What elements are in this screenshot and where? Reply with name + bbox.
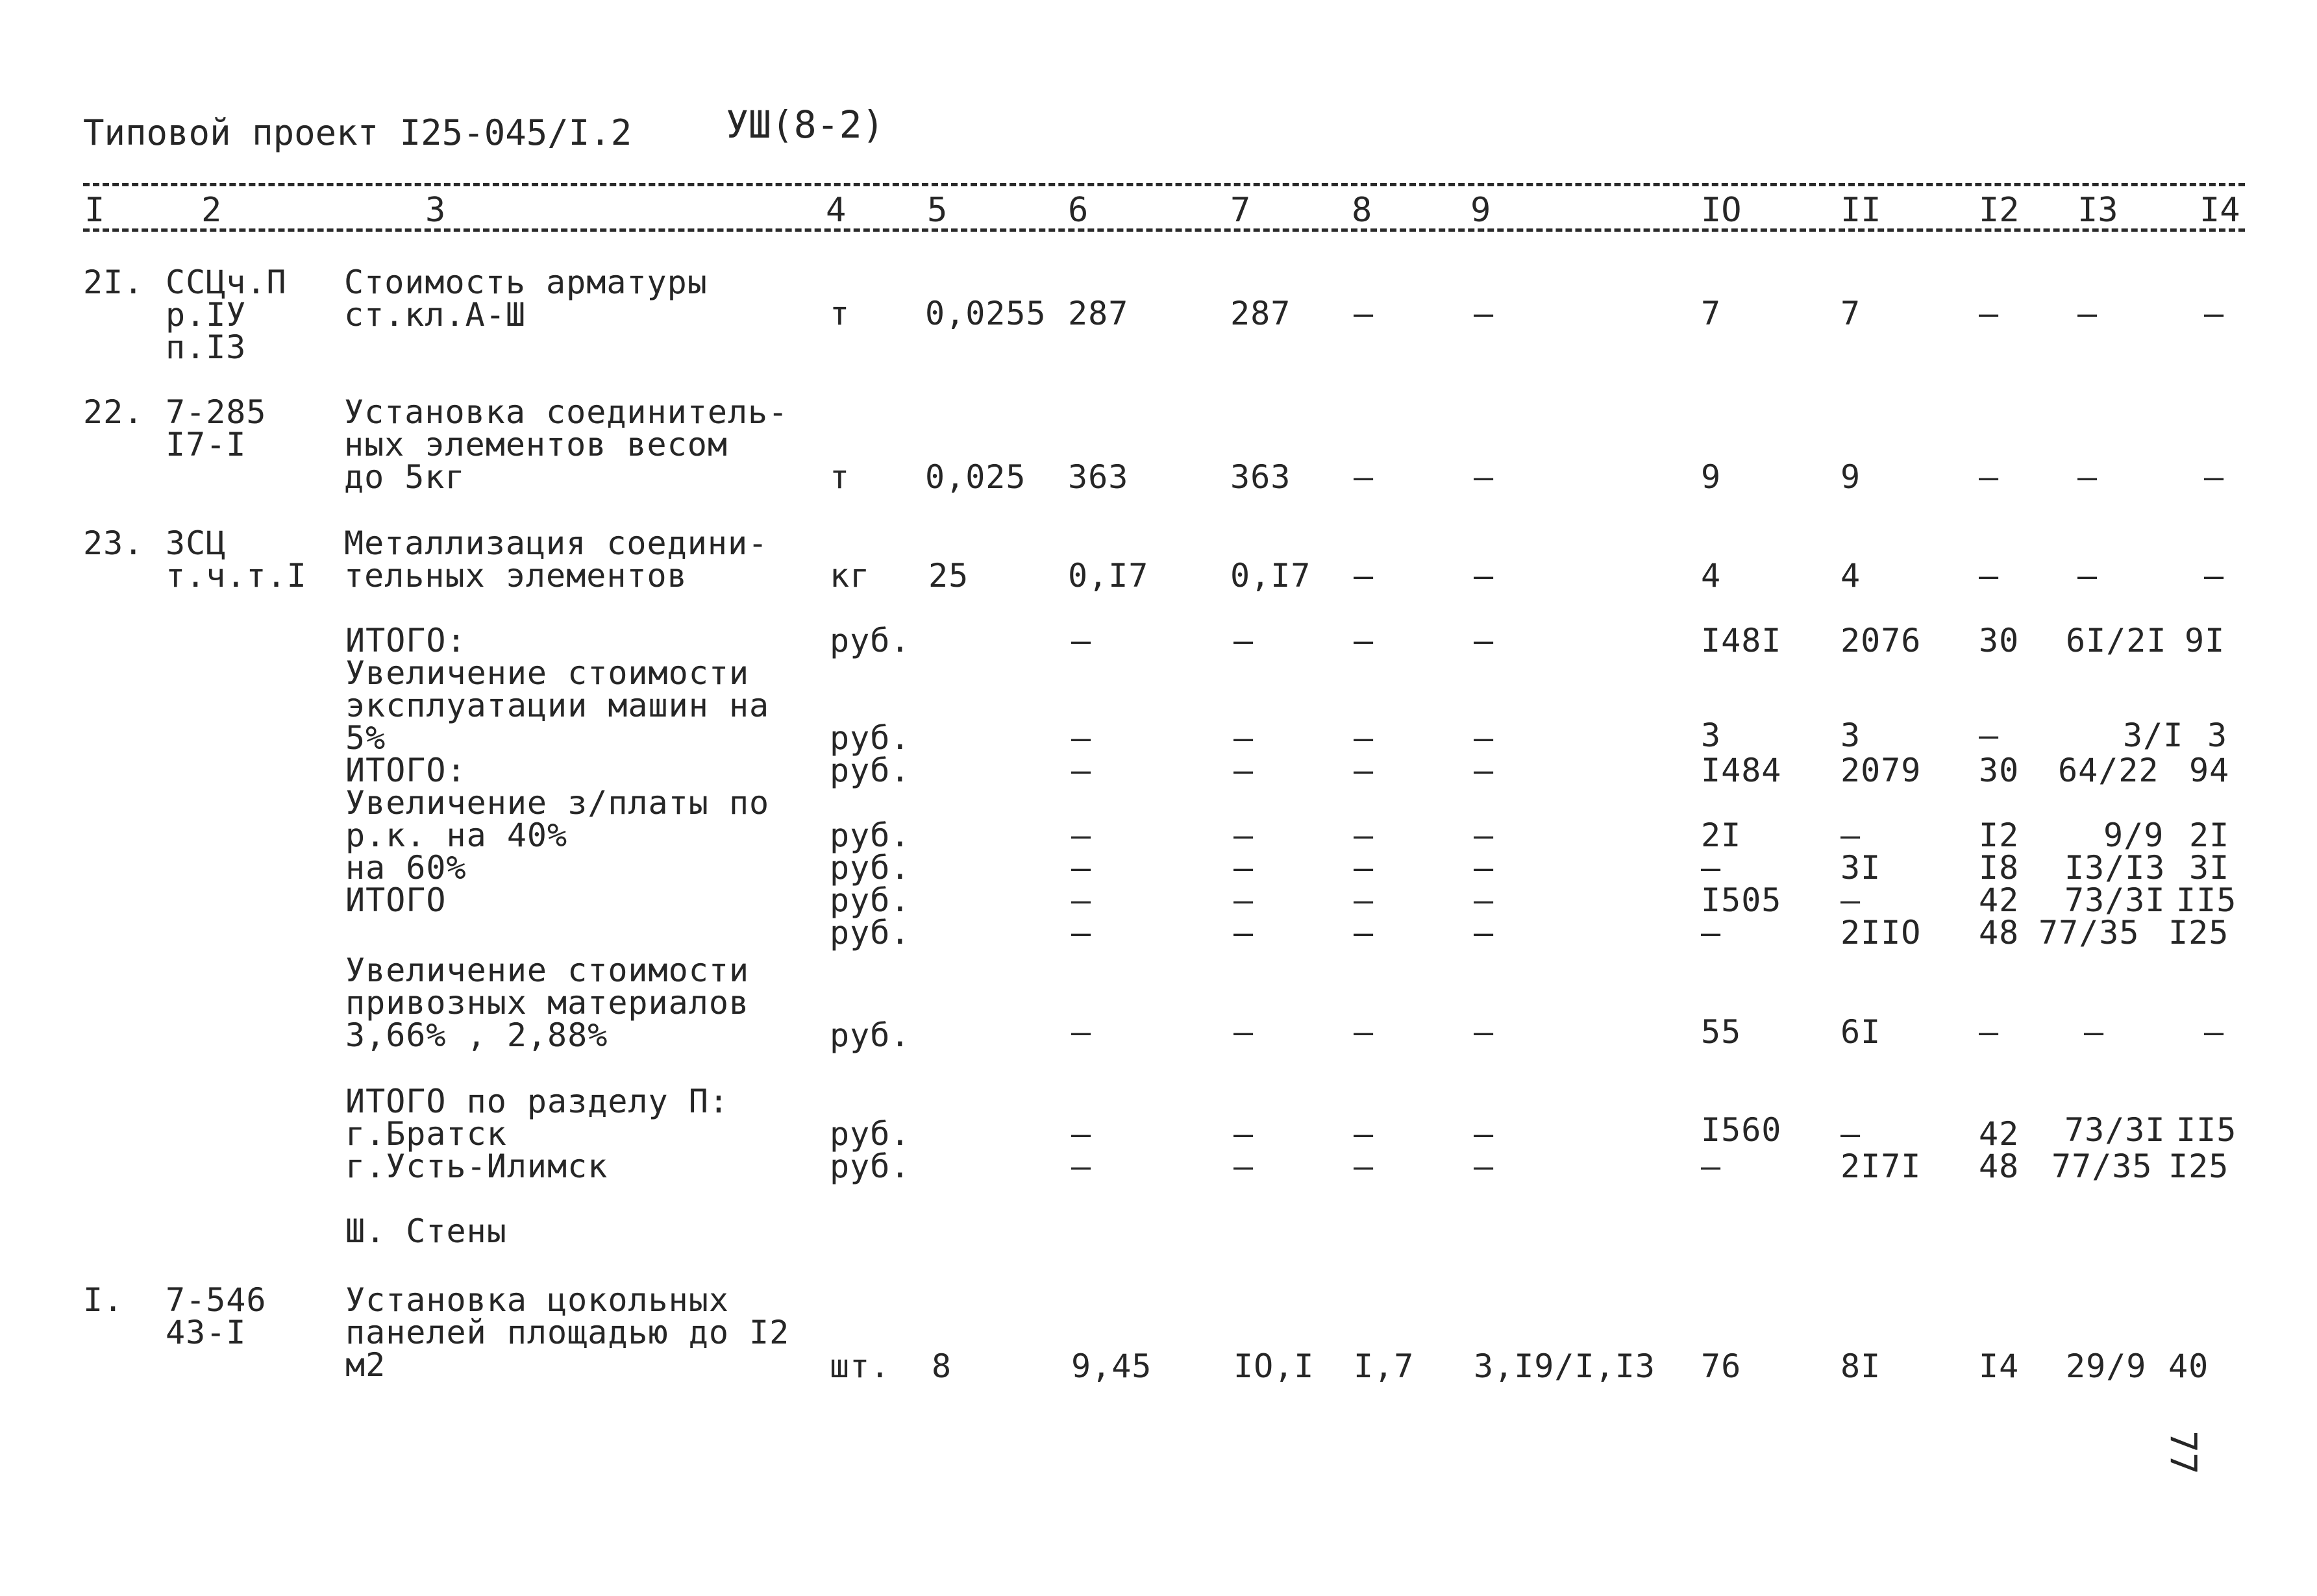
col-number-7: 7	[1230, 191, 1251, 230]
itogo2-c13: 64/22	[2058, 752, 2159, 789]
itogo3b-unit: руб.	[830, 914, 911, 951]
s3-row-1-c8: I,7	[1354, 1347, 1415, 1385]
s3-row-1-c6: 9,45	[1071, 1347, 1152, 1385]
row-23-c8: –	[1354, 557, 1374, 595]
itogo3b-c14: I25	[2168, 914, 2229, 951]
row-21-c13: –	[2077, 295, 2098, 332]
itogo3-label: ИТОГО	[345, 881, 447, 919]
salary40-c8: –	[1354, 816, 1374, 854]
ust-c11: 2I7I	[1840, 1148, 1922, 1185]
row-23-c12: –	[1979, 557, 2000, 595]
row-21-c8: –	[1354, 295, 1374, 332]
document-title: Типовой проект I25-045/I.2	[83, 112, 632, 153]
itogo1-c7: –	[1233, 622, 1254, 659]
salary60-c13: I3/I3	[2064, 849, 2166, 887]
page-number: 77	[2161, 1430, 2204, 1475]
salary60-c14: 3I	[2189, 849, 2230, 887]
materials-c7: –	[1233, 1013, 1254, 1051]
bratsk-unit: руб.	[830, 1115, 911, 1153]
col-number-14: I4	[2199, 191, 2240, 230]
itogo3-c12: 42	[1979, 881, 2020, 919]
itogo3b-c10: –	[1701, 914, 1722, 951]
itogo3b-c12: 48	[1979, 914, 2020, 951]
itogo3b-c6: –	[1071, 914, 1092, 951]
itogo3b-c11: 2IIO	[1840, 914, 1922, 951]
col-number-2: 2	[201, 191, 222, 230]
row-22-c13: –	[2077, 458, 2098, 496]
ust-c7: –	[1233, 1148, 1254, 1185]
itogo2-c6: –	[1071, 752, 1092, 789]
materials-c14: –	[2204, 1013, 2225, 1051]
row-23-num: 23.	[83, 524, 144, 562]
itogo3-c7: –	[1233, 881, 1254, 919]
bratsk-c10: I560	[1701, 1111, 1782, 1149]
salary60-c7: –	[1233, 849, 1254, 887]
itogo3b-c8: –	[1354, 914, 1374, 951]
itogo1-c10: I48I	[1701, 622, 1782, 659]
itogo1-c9: –	[1474, 622, 1494, 659]
s3-row-1-c13: 29/9	[2066, 1347, 2147, 1385]
itogo3b-c13: 77/35	[2038, 914, 2140, 951]
salary40-c9: –	[1474, 816, 1494, 854]
col-number-13: I3	[2077, 191, 2118, 230]
bratsk-label: г.Братск	[345, 1115, 507, 1153]
row-23-c14: –	[2204, 557, 2225, 595]
row-21-unit: т	[830, 295, 850, 332]
salary60-unit: руб.	[830, 849, 911, 887]
machines-c7: –	[1233, 719, 1254, 757]
row-23-unit: кг	[830, 557, 871, 595]
itogo3-c11: –	[1840, 881, 1861, 919]
itogo2-c9: –	[1474, 752, 1494, 789]
s3-row-1-c14: 40	[2168, 1347, 2209, 1385]
machines-c9: –	[1474, 719, 1494, 757]
salary60-c8: –	[1354, 849, 1374, 887]
itogo2-c12: 30	[1979, 752, 2020, 789]
row-23-c6: 0,I7	[1068, 557, 1149, 595]
col-number-6: 6	[1068, 191, 1089, 230]
machines-label: Увеличение стоимости эксплуатации машин на 5%	[345, 654, 770, 757]
row-22-unit: т	[830, 458, 850, 496]
row-21-c5: 0,0255	[925, 295, 1047, 332]
itogo1-unit: руб.	[830, 622, 911, 659]
row-22-c12: –	[1979, 458, 2000, 496]
header-rule-top	[83, 183, 2245, 186]
itogo1-c8: –	[1354, 622, 1374, 659]
row-22-c10: 9	[1701, 458, 1722, 496]
salary40-c6: –	[1071, 816, 1092, 854]
row-22-c7: 363	[1230, 458, 1291, 496]
row-23-code: ЗСЦ т.ч.т.I	[166, 524, 307, 595]
col-number-1: I	[84, 191, 105, 230]
row-23-c13: –	[2077, 557, 2098, 595]
materials-c11: 6I	[1840, 1013, 1881, 1051]
bratsk-c8: –	[1354, 1115, 1374, 1153]
col-number-12: I2	[1979, 191, 2020, 230]
col-number-8: 8	[1352, 191, 1372, 230]
materials-c8: –	[1354, 1013, 1374, 1051]
itogo2-unit: руб.	[830, 752, 911, 789]
itogo1-c14: 9I	[2185, 622, 2225, 659]
row-22-c8: –	[1354, 458, 1374, 496]
col-number-4: 4	[826, 191, 847, 230]
row-22-c6: 363	[1068, 458, 1129, 496]
section-3-title: Ш. Стены	[345, 1212, 507, 1250]
machines-c8: –	[1354, 719, 1374, 757]
salary60-c9: –	[1474, 849, 1494, 887]
s3-row-1-name: Установка цокольных панелей площадью до I2 м2	[345, 1281, 790, 1384]
row-22-num: 22.	[83, 393, 144, 431]
col-number-3: 3	[425, 191, 446, 230]
machines-c6: –	[1071, 719, 1092, 757]
row-23-c10: 4	[1701, 557, 1722, 595]
row-22-c11: 9	[1840, 458, 1861, 496]
materials-c6: –	[1071, 1013, 1092, 1051]
col-number-5: 5	[927, 191, 948, 230]
bratsk-c12: 42	[1979, 1115, 2020, 1153]
s3-row-1-c9: 3,I9/I,I3	[1474, 1347, 1655, 1385]
bratsk-c7: –	[1233, 1115, 1254, 1153]
s3-row-1-c10: 76	[1701, 1347, 1742, 1385]
materials-label: Увеличение стоимости привозных материалов 3,66% , 2,88%	[345, 951, 750, 1054]
s3-row-1-unit: шт.	[830, 1347, 891, 1385]
materials-c9: –	[1474, 1013, 1494, 1051]
ust-c8: –	[1354, 1148, 1374, 1185]
row-22-c14: –	[2204, 458, 2225, 496]
materials-c10: 55	[1701, 1013, 1742, 1051]
row-22-c5: 0,025	[925, 458, 1026, 496]
row-23-c9: –	[1474, 557, 1494, 595]
row-21-name: Стоимость арматуры ст.кл.А-Ш	[344, 264, 708, 334]
row-21-code: ССЦч.П р.IУ п.I3	[166, 264, 287, 366]
s3-row-1-c5: 8	[932, 1347, 952, 1385]
ust-c12: 48	[1979, 1148, 2020, 1185]
salary60-c11: 3I	[1840, 849, 1881, 887]
row-21-num: 2I.	[83, 264, 144, 301]
itogo3-c10: I505	[1701, 881, 1782, 919]
row-21-c7: 287	[1230, 295, 1291, 332]
section-mark: УШ(8-2)	[726, 103, 885, 147]
itogo2-c8: –	[1354, 752, 1374, 789]
itogo1-label: ИТОГО:	[345, 622, 467, 659]
s3-row-1-num: I.	[83, 1281, 124, 1319]
machines-c11: 3	[1840, 717, 1861, 754]
row-23-c7: 0,I7	[1230, 557, 1311, 595]
row-22-name: Установка соединитель- ных элементов весом до 5кг	[344, 393, 789, 496]
itogo3-c6: –	[1071, 881, 1092, 919]
ust-c9: –	[1474, 1148, 1494, 1185]
salary40-c12: I2	[1979, 816, 2020, 854]
bratsk-c13: 73/3I	[2064, 1111, 2166, 1149]
salary60-c12: I8	[1979, 849, 2020, 887]
machines-c12: –	[1979, 717, 2000, 754]
itogo3-c14: II5	[2176, 881, 2237, 919]
salary40-c10: 2I	[1701, 816, 1742, 854]
bratsk-c6: –	[1071, 1115, 1092, 1153]
bratsk-c11: –	[1840, 1115, 1861, 1153]
itogo1-c13: 6I/2I	[2066, 622, 2167, 659]
salary40-c13: 9/9	[2103, 816, 2164, 854]
ust-c10: –	[1701, 1148, 1722, 1185]
row-21-c9: –	[1474, 295, 1494, 332]
machines-unit: руб.	[830, 719, 911, 757]
itogo2-label: ИТОГО:	[345, 752, 467, 789]
col-number-10: IO	[1701, 191, 1742, 230]
row-22-c9: –	[1474, 458, 1494, 496]
salary60-c10: –	[1701, 849, 1722, 887]
itogo3b-c7: –	[1233, 914, 1254, 951]
s3-row-1-c11: 8I	[1840, 1347, 1881, 1385]
bratsk-c14: II5	[2176, 1111, 2237, 1149]
itogo3-c13: 73/3I	[2064, 881, 2166, 919]
itogo3-unit: руб.	[830, 881, 911, 919]
s3-row-1-code: 7-546 43-I	[166, 1281, 267, 1351]
row-22-code: 7-285 I7-I	[166, 393, 267, 463]
bratsk-c9: –	[1474, 1115, 1494, 1153]
ust-unit: руб.	[830, 1148, 911, 1185]
row-23-name: Металлизация соедини- тельных элементов	[344, 524, 769, 595]
machines-c10: 3	[1701, 717, 1722, 754]
ust-c6: –	[1071, 1148, 1092, 1185]
salary60-label: на 60%	[345, 849, 467, 887]
itogo2-c10: I484	[1701, 752, 1782, 789]
col-number-11: II	[1840, 191, 1881, 230]
salary60-c6: –	[1071, 849, 1092, 887]
itogo1-c11: 2076	[1840, 622, 1922, 659]
itogo2-c7: –	[1233, 752, 1254, 789]
section-total-label: ИТОГО по разделу П:	[345, 1083, 729, 1120]
itogo3-c8: –	[1354, 881, 1374, 919]
salary40-c14: 2I	[2189, 816, 2230, 854]
ust-c14: I25	[2168, 1148, 2229, 1185]
materials-c12: –	[1979, 1013, 2000, 1051]
row-23-c11: 4	[1840, 557, 1861, 595]
materials-c13: –	[2084, 1013, 2105, 1051]
row-21-c11: 7	[1840, 295, 1861, 332]
machines-c14: 3	[2207, 717, 2228, 754]
s3-row-1-c12: I4	[1979, 1347, 2020, 1385]
salary40-unit: руб.	[830, 816, 911, 854]
row-21-c14: –	[2204, 295, 2225, 332]
itogo3b-c9: –	[1474, 914, 1494, 951]
row-23-c5: 25	[928, 557, 969, 595]
ust-c13: 77/35	[2051, 1148, 2153, 1185]
itogo1-c12: 30	[1979, 622, 2020, 659]
col-number-9: 9	[1470, 191, 1491, 230]
itogo2-c14: 94	[2189, 752, 2230, 789]
row-21-c12: –	[1979, 295, 2000, 332]
itogo1-c6: –	[1071, 622, 1092, 659]
s3-row-1-c7: IO,I	[1233, 1347, 1315, 1385]
salary-label: Увеличение з/платы по	[345, 784, 770, 822]
salary40-c7: –	[1233, 816, 1254, 854]
ust-label: г.Усть-Илимск	[345, 1148, 608, 1185]
row-21-c10: 7	[1701, 295, 1722, 332]
salary40-label: р.к. на 40%	[345, 816, 568, 854]
machines-c13: 3/I	[2123, 717, 2184, 754]
header-rule-bottom	[83, 228, 2245, 232]
salary40-c11: –	[1840, 816, 1861, 854]
itogo2-c11: 2079	[1840, 752, 1922, 789]
materials-unit: руб.	[830, 1016, 911, 1054]
row-21-c6: 287	[1068, 295, 1129, 332]
itogo3-c9: –	[1474, 881, 1494, 919]
